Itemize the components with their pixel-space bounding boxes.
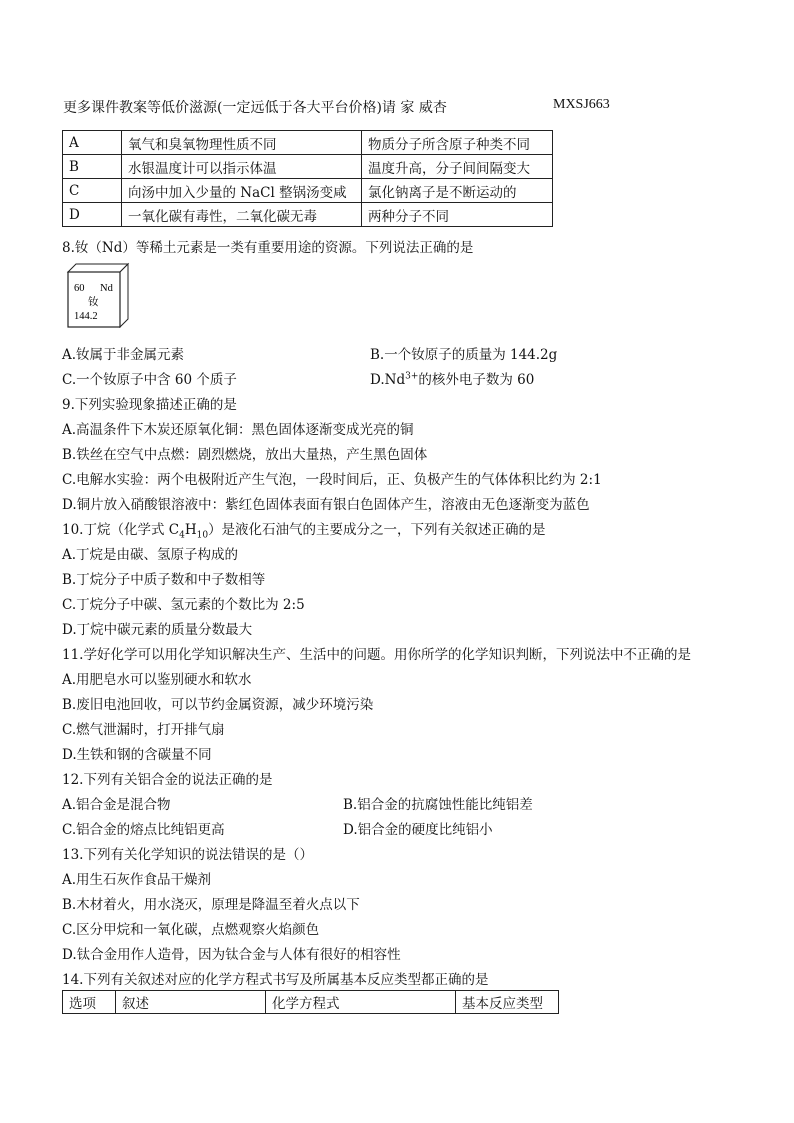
q11-option-b: B.废旧电池回收，可以节约金属资源，减少环境污染 <box>62 697 374 713</box>
table-header-cell: 选项 <box>63 991 116 1014</box>
q8-stem: 8.钕（Nd）等稀土元素是一类有重要用途的资源。下列说法正确的是 <box>62 240 474 256</box>
q8-option-d <box>370 368 534 388</box>
table-header-cell: 化学方程式 <box>266 991 456 1014</box>
q11-stem: 11.学好化学可以用化学知识解决生产、生活中的问题。用你所学的化学知识判断，下列说法中不正确的是 <box>62 647 691 663</box>
table-cell: 氯化钠离子是不断运动的 <box>362 179 553 203</box>
q10-sub-h: 10 <box>196 530 209 541</box>
q13-option-b: B.木材着火，用水浇灭，原理是降温至着火点以下 <box>62 897 360 913</box>
q12-option-c: C.铝合金的熔点比纯铝更高 <box>62 822 225 838</box>
q9-option-b: B.铁丝在空气中点燃：剧烈燃烧，放出大量热，产生黑色固体 <box>62 447 428 463</box>
table-row <box>63 155 553 179</box>
table-cell: 一氧化碳有毒性，二氧化碳无毒 <box>122 203 362 227</box>
q14-table <box>62 990 559 1014</box>
q9-option-c: C.电解水实验：两个电极附近产生气泡，一段时间后，正、负极产生的气体体积比约为 2:1 <box>62 472 602 488</box>
element-symbol: Nd <box>100 283 113 294</box>
q8-d-prefix: D.Nd <box>370 372 406 388</box>
table-cell: A <box>63 131 122 155</box>
q10-stem-suffix: ）是液化石油气的主要成分之一，下列有关叙述正确的是 <box>208 522 546 538</box>
page-header <box>63 97 610 117</box>
table-cell: 向汤中加入少量的 NaCl 整锅汤变咸 <box>122 179 362 203</box>
table-header-cell: 叙述 <box>116 991 266 1014</box>
q9-stem: 9.下列实验现象描述正确的是 <box>62 397 237 413</box>
q8-d-suffix: 的核外电子数为 60 <box>418 372 535 388</box>
table-cell: 氧气和臭氧物理性质不同 <box>122 131 362 155</box>
q13-option-a: A.用生石灰作食品干燥剂 <box>62 872 212 888</box>
q12-stem: 12.下列有关铝合金的说法正确的是 <box>62 772 273 788</box>
element-name: 钕 <box>88 296 99 308</box>
table-cell: 两种分子不同 <box>362 203 553 227</box>
q10-stem-prefix: 10.丁烷（化学式 C <box>62 522 180 538</box>
promo-text: 更多课件教案等低价滋源(一定远低于各大平台价格)请 家 威杏 <box>63 100 447 116</box>
table-cell: 物质分子所含原子种类不同 <box>362 131 553 155</box>
table-cell: C <box>63 179 122 203</box>
q10-option-c: C.丁烷分子中碳、氢元素的个数比为 2:5 <box>62 597 305 613</box>
table-header-row <box>63 991 559 1014</box>
q13-option-d: D.钛合金用作人造骨，因为钛合金与人体有很好的相容性 <box>62 947 401 963</box>
q11-option-c: C.燃气泄漏时，打开排气扇 <box>62 722 225 738</box>
q13-option-c: C.区分甲烷和一氧化碳，点燃观察火焰颜色 <box>62 922 320 938</box>
q13-stem: 13.下列有关化学知识的说法错误的是（） <box>62 847 313 863</box>
q10-stem-h: H <box>184 522 197 538</box>
element-tile-icon <box>66 262 130 328</box>
q11-option-d: D.生铁和钢的含碳量不同 <box>62 747 212 763</box>
table-row <box>63 203 553 227</box>
q7-table <box>62 130 553 227</box>
element-number: 60 <box>74 283 85 294</box>
q10-sub-c: 4 <box>179 530 185 541</box>
table-cell: B <box>63 155 122 179</box>
q10-stem <box>62 518 546 541</box>
q12-option-a: A.铝合金是混合物 <box>62 797 171 813</box>
element-mass: 144.2 <box>74 311 98 322</box>
table-header-cell: 基本反应类型 <box>456 991 559 1014</box>
q8-option-c: C.一个钕原子中含 60 个质子 <box>62 372 237 388</box>
q14-stem: 14.下列有关叙述对应的化学方程式书写及所属基本反应类型都正确的是 <box>62 972 489 988</box>
header-code: MXSJ663 <box>553 97 610 112</box>
q8-d-charge: 3+ <box>405 371 419 382</box>
q9-option-a: A.高温条件下木炭还原氧化铜：黑色固体逐渐变成光亮的铜 <box>62 422 414 438</box>
table-cell: D <box>63 203 122 227</box>
table-cell: 水银温度计可以指示体温 <box>122 155 362 179</box>
q10-option-a: A.丁烷是由碳、氢原子构成的 <box>62 547 239 563</box>
q11-option-a: A.用肥皂水可以鉴别硬水和软水 <box>62 672 252 688</box>
q10-option-b: B.丁烷分子中质子数和中子数相等 <box>62 572 266 588</box>
q12-option-b: B.铝合金的抗腐蚀性能比纯铝差 <box>343 797 533 813</box>
q9-option-d: D.铜片放入硝酸银溶液中：紫红色固体表面有银白色固体产生，溶液由无色逐渐变为蓝色 <box>62 497 590 513</box>
q10-option-d: D.丁烷中碳元素的质量分数最大 <box>62 622 253 638</box>
table-cell: 温度升高，分子间间隔变大 <box>362 155 553 179</box>
table-row <box>63 131 553 155</box>
q8-option-b: B.一个钕原子的质量为 144.2g <box>370 347 558 363</box>
q8-option-a: A.钕属于非金属元素 <box>62 347 185 363</box>
q12-option-d: D.铝合金的硬度比纯铝小 <box>343 822 493 838</box>
table-row <box>63 179 553 203</box>
